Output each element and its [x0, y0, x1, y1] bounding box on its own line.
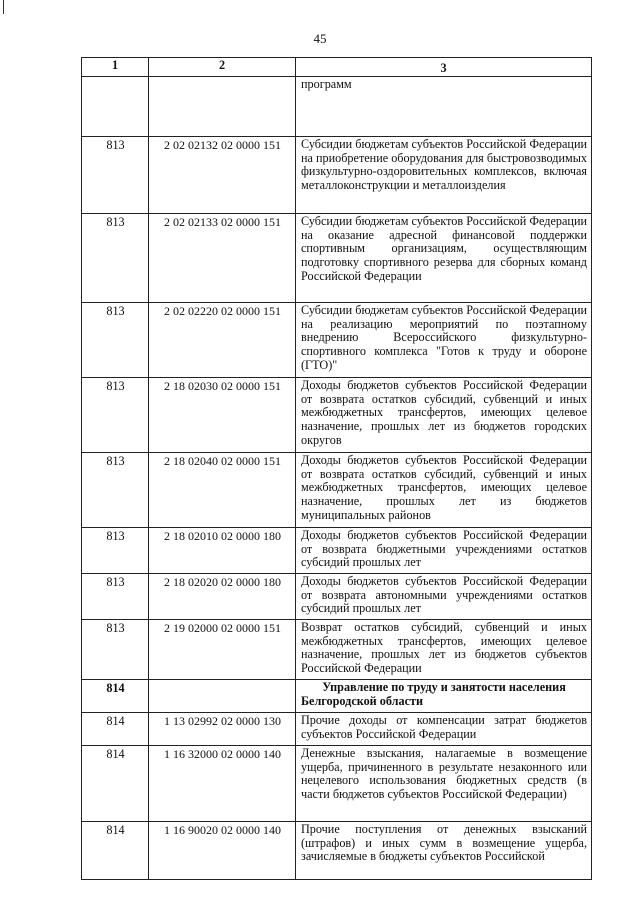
- row-code-cell: 813: [82, 573, 149, 619]
- row-kbk-cell: [149, 76, 296, 136]
- header-col-3: 3: [296, 58, 592, 77]
- row-kbk-cell: 2 19 02000 02 0000 151: [149, 619, 296, 679]
- table-row: [82, 712, 592, 745]
- table-row: [82, 213, 592, 302]
- row-description-cell: Прочие доходы от компенсации затрат бюджетов субъектов Российской Федерации: [296, 712, 592, 745]
- row-description-cell: Управление по труду и занятости населения Белгородской области: [296, 679, 592, 712]
- row-kbk-cell: 2 18 02030 02 0000 151: [149, 377, 296, 452]
- table-row: [82, 76, 592, 136]
- table-row: [82, 619, 592, 679]
- row-code-cell: 814: [82, 712, 149, 745]
- row-description-cell: Возврат остатков субсидий, субвенций и иных межбюджетных трансфертов, имеющих целевое назначение, прошлых лет из бюджетов субъектов Российской Федерации: [296, 619, 592, 679]
- row-kbk-cell: [149, 679, 296, 712]
- table-row: [82, 573, 592, 619]
- row-description-cell: программ: [296, 76, 592, 136]
- page-number: 45: [313, 31, 327, 46]
- row-description-cell: Денежные взыскания, налагаемые в возмещение ущерба, причиненного в результате незаконного или нецелевого использования бюджетных средств (в части бюджетов субъектов Российской Федерации): [296, 745, 592, 821]
- revenue-codes-table: [81, 57, 592, 880]
- table-row: [82, 302, 592, 377]
- row-code-cell: 813: [82, 527, 149, 573]
- table-row: [82, 136, 592, 213]
- row-description-cell: Субсидии бюджетам субъектов Российской Федерации на оказание адресной финансовой поддержки спортивным организациям, осуществляющим подготовку спортивного резерва для сборных команд Российской Федерации: [296, 213, 592, 302]
- table-header: [82, 58, 592, 77]
- table-body: [82, 76, 592, 879]
- table-row: [82, 377, 592, 452]
- table-row: [82, 821, 592, 879]
- row-kbk-cell: 2 02 02220 02 0000 151: [149, 302, 296, 377]
- row-kbk-cell: 2 02 02132 02 0000 151: [149, 136, 296, 213]
- row-code-cell: 813: [82, 302, 149, 377]
- row-code-cell: 813: [82, 136, 149, 213]
- row-description-cell: Прочие поступления от денежных взысканий (штрафов) и иных сумм в возмещение ущерба, зачисляемые в бюджеты субъектов Российской: [296, 821, 592, 879]
- row-code-cell: 813: [82, 213, 149, 302]
- row-kbk-cell: 1 16 32000 02 0000 140: [149, 745, 296, 821]
- table-row-organization: [82, 679, 592, 712]
- row-description-cell: Доходы бюджетов субъектов Российской Федерации от возврата остатков субсидий, субвенций и иных межбюджетных трансфертов, имеющих целевое назначение, прошлых лет из бюджетов городских округов: [296, 377, 592, 452]
- row-kbk-cell: 2 18 02020 02 0000 180: [149, 573, 296, 619]
- header-col-2: 2: [149, 58, 296, 77]
- row-code-cell: 814: [82, 821, 149, 879]
- table-row: [82, 452, 592, 527]
- row-code-cell: 813: [82, 619, 149, 679]
- row-description-cell: Доходы бюджетов субъектов Российской Федерации от возврата бюджетными учреждениями остатков субсидий прошлых лет: [296, 527, 592, 573]
- row-description-cell: Субсидии бюджетам субъектов Российской Федерации на реализацию мероприятий по поэтапному внедрению Всероссийского физкультурно-спортивного комплекса "Готов к труду и обороне (ГТО)": [296, 302, 592, 377]
- header-col-1: 1: [82, 58, 149, 77]
- row-kbk-cell: 2 02 02133 02 0000 151: [149, 213, 296, 302]
- table-row: [82, 527, 592, 573]
- row-code-cell: 813: [82, 377, 149, 452]
- table-row: [82, 745, 592, 821]
- row-description-cell: Субсидии бюджетам субъектов Российской Федерации на приобретение оборудования для быстровозводимых физкультурно-оздоровительных комплексов, включая металлоконструкции и металлоизделия: [296, 136, 592, 213]
- row-code-cell: 813: [82, 452, 149, 527]
- row-kbk-cell: 1 16 90020 02 0000 140: [149, 821, 296, 879]
- row-code-cell: 814: [82, 679, 149, 712]
- row-kbk-cell: 2 18 02010 02 0000 180: [149, 527, 296, 573]
- row-kbk-cell: 1 13 02992 02 0000 130: [149, 712, 296, 745]
- row-code-cell: 814: [82, 745, 149, 821]
- row-description-cell: Доходы бюджетов субъектов Российской Федерации от возврата автономными учреждениями остатков субсидий прошлых лет: [296, 573, 592, 619]
- row-description-cell: Доходы бюджетов субъектов Российской Федерации от возврата остатков субсидий, субвенций и иных межбюджетных трансфертов, имеющих целевое назначение, прошлых лет из бюджетов муниципальных районов: [296, 452, 592, 527]
- scan-edge-mark: [3, 0, 4, 14]
- row-kbk-cell: 2 18 02040 02 0000 151: [149, 452, 296, 527]
- row-code-cell: [82, 76, 149, 136]
